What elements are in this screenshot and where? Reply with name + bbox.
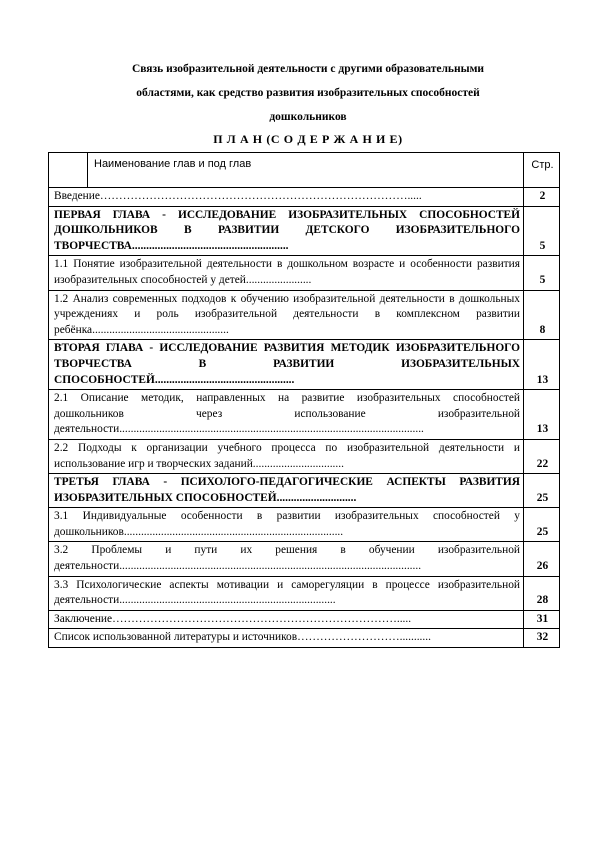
toc-entry-text: ВТОРАЯ ГЛАВА - ИССЛЕДОВАНИЕ РАЗВИТИЯ МЕТОДИК ИЗОБРАЗИТЕЛЬНОГО ТВОРЧЕСТВА В РАЗВИТИИ ИЗОБРАЗИТЕЛЬНЫХ СПОСОБНОСТЕЙ................................................. (49, 340, 524, 390)
toc-entry-text: ПЕРВАЯ ГЛАВА - ИССЛЕДОВАНИЕ ИЗОБРАЗИТЕЛЬНЫХ СПОСОБНОСТЕЙ ДОШКОЛЬНИКОВ В РАЗВИТИИ ДЕТСКОГО ИЗОБРАЗИТЕЛЬНОГО ТВОРЧЕСТВА....................................................... (49, 206, 524, 256)
toc-entry-page: 13 (524, 340, 560, 390)
table-of-contents (48, 152, 560, 648)
toc-entry-text: ТРЕТЬЯ ГЛАВА - ПСИХОЛОГО-ПЕДАГОГИЧЕСКИЕ АСПЕКТЫ РАЗВИТИЯ ИЗОБРАЗИТЕЛЬНЫХ СПОСОБНОСТЕЙ............................ (49, 474, 524, 508)
toc-entry-page: 8 (524, 290, 560, 340)
toc-row (49, 508, 560, 542)
toc-entry-text: 3.2 Проблемы и пути их решения в обучении изобразительной деятельности.......................................................................................................... (49, 542, 524, 576)
toc-entry-page: 5 (524, 256, 560, 290)
toc-entry-text: 1.2 Анализ современных подходов к обучению изобразительной деятельности в дошкольных учреждениях и роль изобразительной деятельности в комплексном развитии ребёнка................................................ (49, 290, 524, 340)
toc-entry-page: 26 (524, 542, 560, 576)
toc-row (49, 340, 560, 390)
toc-entry-text: 3.1 Индивидуальные особенности в развитии изобразительных способностей у дошкольников............................................................................. (49, 508, 524, 542)
toc-entry-page: 25 (524, 508, 560, 542)
document-title-block (56, 57, 560, 149)
toc-entry-text: 2.2 Подходы к организации учебного процесса по изобразительной деятельности и использование игр и творческих заданий................................ (49, 439, 524, 473)
toc-entry-page: 31 (524, 610, 560, 629)
document-title-line-1: Связь изобразительной деятельности с другими образовательными (131, 63, 485, 75)
toc-header-page: Стр. (524, 153, 560, 188)
toc-row (49, 474, 560, 508)
toc-row (49, 576, 560, 610)
toc-entry-page: 2 (524, 188, 560, 207)
toc-entry-page: 25 (524, 474, 560, 508)
toc-entry-page: 13 (524, 390, 560, 440)
toc-row (49, 188, 560, 207)
toc-row (49, 629, 560, 648)
toc-entry-page: 22 (524, 439, 560, 473)
toc-entry-text: Введение………………………………………………………………………..... (49, 188, 524, 207)
toc-entry-text: Список использованной литературы и источников………………………........... (49, 629, 524, 648)
document-title-line-2: областями, как средство развития изобразительных способностей (136, 87, 480, 99)
toc-header-name: Наименование глав и под глав (94, 158, 252, 170)
toc-row (49, 206, 560, 256)
toc-entry-page: 28 (524, 576, 560, 610)
toc-row (49, 439, 560, 473)
document-title-line-3: дошкольников (269, 111, 347, 123)
toc-entry-page: 32 (524, 629, 560, 648)
toc-row (49, 256, 560, 290)
toc-row (49, 390, 560, 440)
toc-header-row (49, 153, 560, 188)
toc-row (49, 610, 560, 629)
toc-row (49, 542, 560, 576)
toc-entry-text: 3.3 Психологические аспекты мотивации и саморегуляции в процессе изобразительной деятельности............................................................................ (49, 576, 524, 610)
toc-header-blank-cell (49, 153, 88, 187)
toc-entry-text: Заключение…………………………………………………………………..... (49, 610, 524, 629)
plan-heading: П Л А Н (С О Д Е Р Ж А Н И Е) (213, 132, 403, 146)
toc-entry-text: 2.1 Описание методик, направленных на развитие изобразительных способностей дошкольников через использование изобразительной деятельности........................................................................................................... (49, 390, 524, 440)
toc-entry-text: 1.1 Понятие изобразительной деятельности в дошкольном возрасте и особенности развития изобразительных способностей у детей....................... (49, 256, 524, 290)
toc-entry-page: 5 (524, 206, 560, 256)
toc-row (49, 290, 560, 340)
